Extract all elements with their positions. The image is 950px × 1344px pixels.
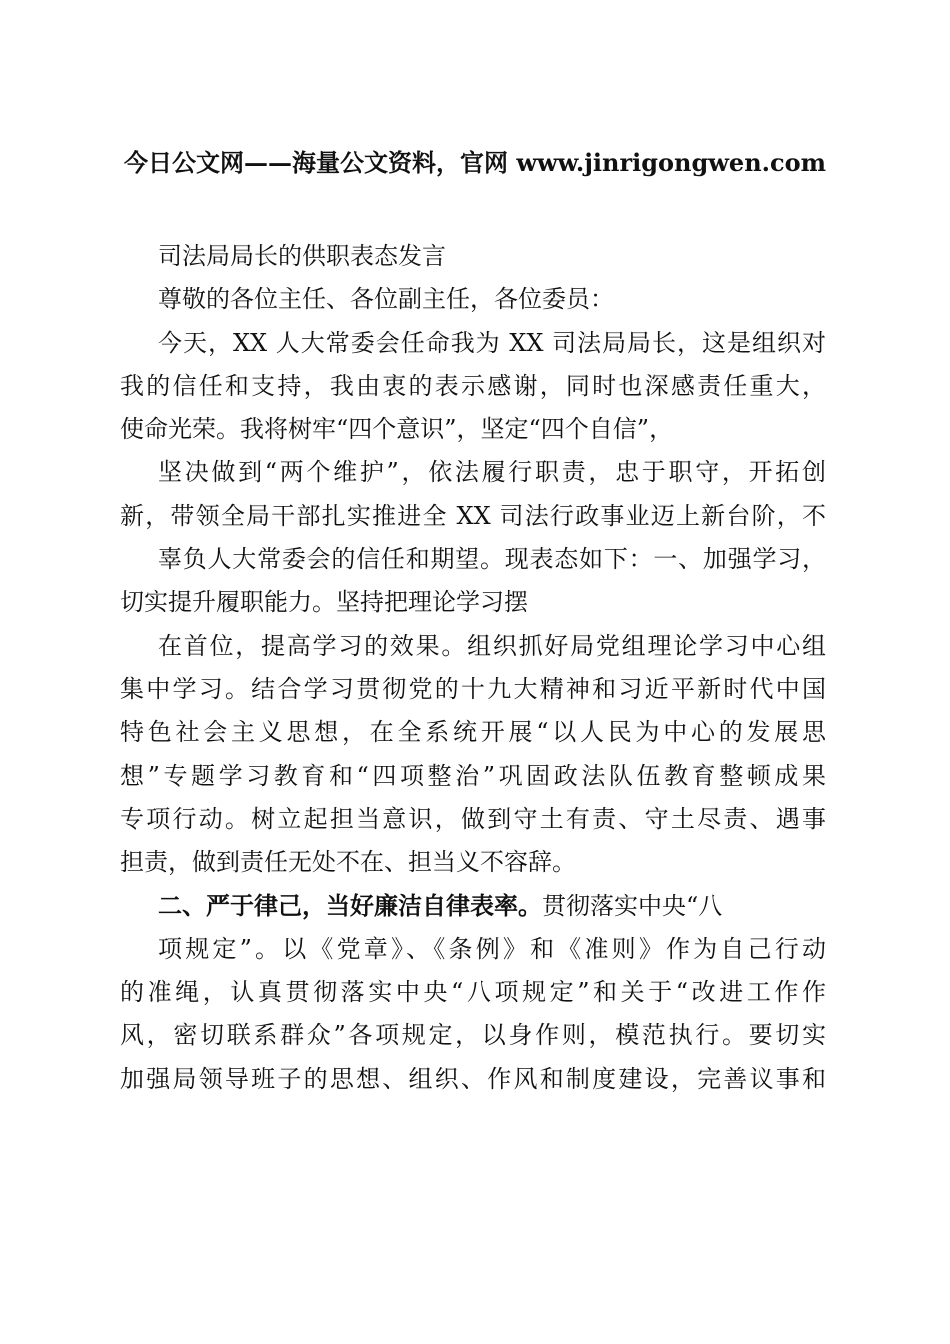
- paragraph-line: 专项行动。树立起担当意识，做到守土有责、守土尽责、遇事: [120, 804, 826, 833]
- section-2-heading-tail: 贯彻落实中央“八: [542, 892, 723, 921]
- paragraph-line: 的准绳，认真贯彻落实中央“八项规定”和关于“改进工作作: [120, 978, 826, 1007]
- paragraph-line: 我的信任和支持，我由衷的表示感谢，同时也深感责任重大，: [120, 371, 826, 400]
- paragraph-line: 今天，XX 人大常委会任命我为 XX 司法局局长，这是组织对: [158, 328, 826, 357]
- paragraph-line: 担责，做到责任无处不在、担当义不容辞。: [120, 848, 576, 877]
- paragraph-line: 切实提升履职能力。坚持把理论学习摆: [120, 588, 528, 617]
- document-title: 司法局局长的供职表态发言: [158, 242, 446, 270]
- paragraph-line: 加强局领导班子的思想、组织、作风和制度建设，完善议事和: [120, 1064, 826, 1093]
- paragraph-line: 风，密切联系群众”各项规定，以身作则，模范执行。要切实: [120, 1021, 826, 1050]
- paragraph-line: 集中学习。结合学习贯彻党的十九大精神和习近平新时代中国: [120, 674, 826, 703]
- site-header: 今日公文网——海量公文资料，官网 www.jinrigongwen.com: [123, 148, 827, 177]
- document-body: [120, 235, 826, 1101]
- section-2-heading-line: [120, 884, 826, 927]
- paragraph-line: 想”专题学习教育和“四项整治”巩固政法队伍教育整顿成果: [120, 761, 826, 790]
- section-2-heading: 二、严于律己，当好廉洁自律表率。: [158, 891, 542, 921]
- paragraph-line: 特色社会主义思想，在全系统开展“以人民为中心的发展思: [120, 718, 826, 747]
- paragraph-line: 在首位，提高学习的效果。组织抓好局党组理论学习中心组: [158, 631, 826, 660]
- paragraph-line: 使命光荣。我将树牢“四个意识”，坚定“四个自信”，: [120, 415, 674, 444]
- paragraph-line: 项规定”。以《党章》、《条例》和《准则》作为自己行动: [158, 934, 826, 963]
- paragraph-line: 新，带领全局干部扎实推进全 XX 司法行政事业迈上新台阶，不: [120, 501, 826, 530]
- paragraph-line: 坚决做到“两个维护”，依法履行职责，忠于职守，开拓创: [158, 458, 826, 487]
- salutation: 尊敬的各位主任、各位副主任，各位委员：: [158, 285, 614, 314]
- paragraph-line: 辜负人大常委会的信任和期望。现表态如下：一、加强学习，: [158, 545, 826, 574]
